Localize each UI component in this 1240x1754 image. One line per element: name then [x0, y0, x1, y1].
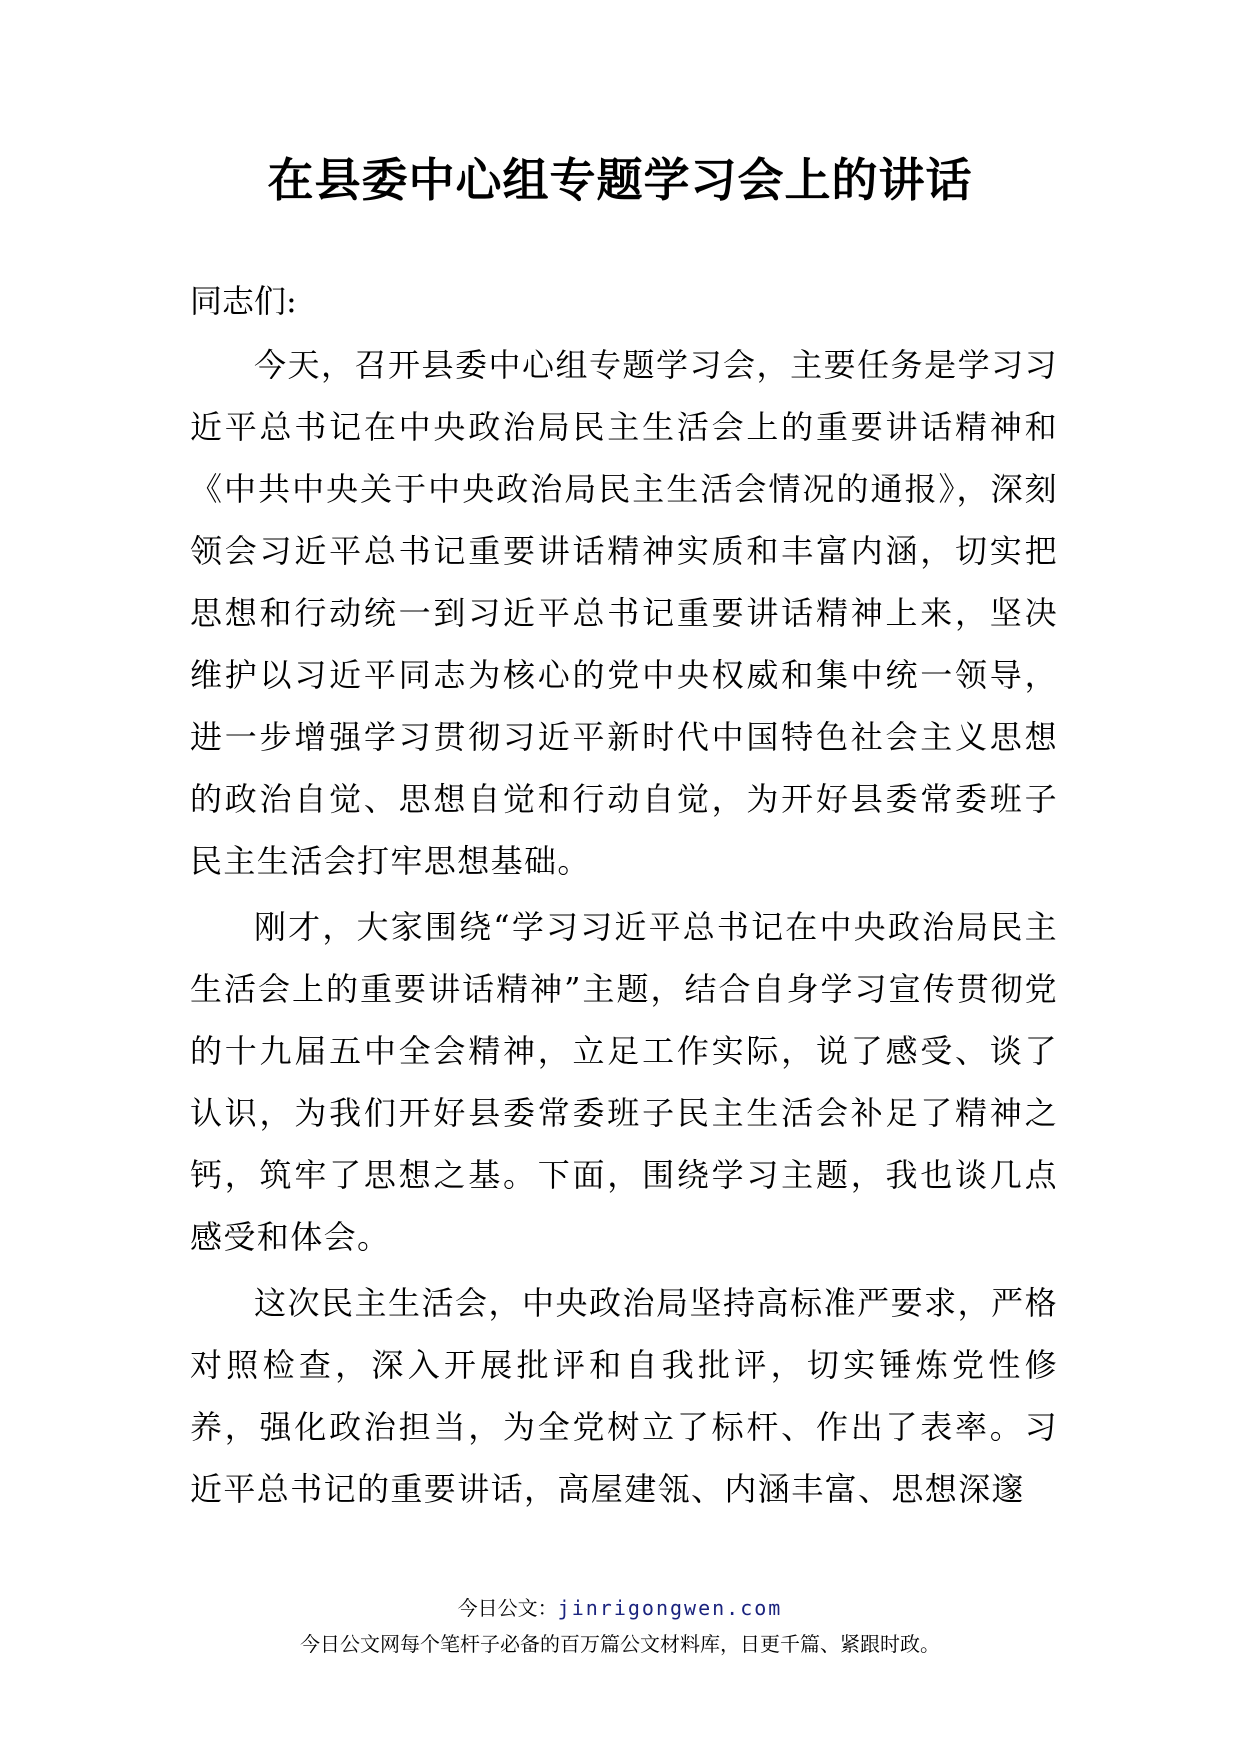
- document-body: [190, 268, 1058, 1524]
- paragraph-3: 这次民主生活会，中央政治局坚持高标准严要求，严格对照检查，深入开展批评和自我批评，切实锤炼党性修养，强化政治担当，为全党树立了标杆、作出了表率。习近平总书记的重要讲话，高屋建瓴、内涵丰富、思想深邃: [190, 1284, 1058, 1508]
- salutation: 同志们:: [190, 282, 297, 320]
- footer-slogan: 今日公文网每个笔杆子必备的百万篇公文材料库，日更千篇、紧跟时政。: [300, 1632, 940, 1656]
- paragraph-1: 今天，召开县委中心组专题学习会，主要任务是学习习近平总书记在中央政治局民主生活会上的重要讲话精神和《中共中央关于中央政治局民主生活会情况的通报》，深刻领会习近平总书记重要讲话精神实质和丰富内涵，切实把思想和行动统一到习近平总书记重要讲话精神上来，坚决维护以习近平同志为核心的党中央权威和集中统一领导，进一步增强学习贯彻习近平新时代中国特色社会主义思想的政治自觉、思想自觉和行动自觉，为开好县委常委班子民主生活会打牢思想基础。: [190, 346, 1058, 880]
- document-title: 在县委中心组专题学习会上的讲话: [267, 153, 973, 207]
- paragraph-2: 刚才，大家围绕“学习习近平总书记在中央政治局民主生活会上的重要讲话精神”主题，结合自身学习宣传贯彻党的十九届五中全会精神，立足工作实际，说了感受、谈了认识，为我们开好县委常委班子民主生活会补足了精神之钙，筑牢了思想之基。下面，围绕学习主题，我也谈几点感受和体会。: [190, 908, 1058, 1256]
- footer-site-label: 今日公文：: [457, 1596, 558, 1620]
- footer-site-link[interactable]: jinrigongwen.com: [557, 1596, 783, 1620]
- footer-site-line: [0, 1594, 1240, 1622]
